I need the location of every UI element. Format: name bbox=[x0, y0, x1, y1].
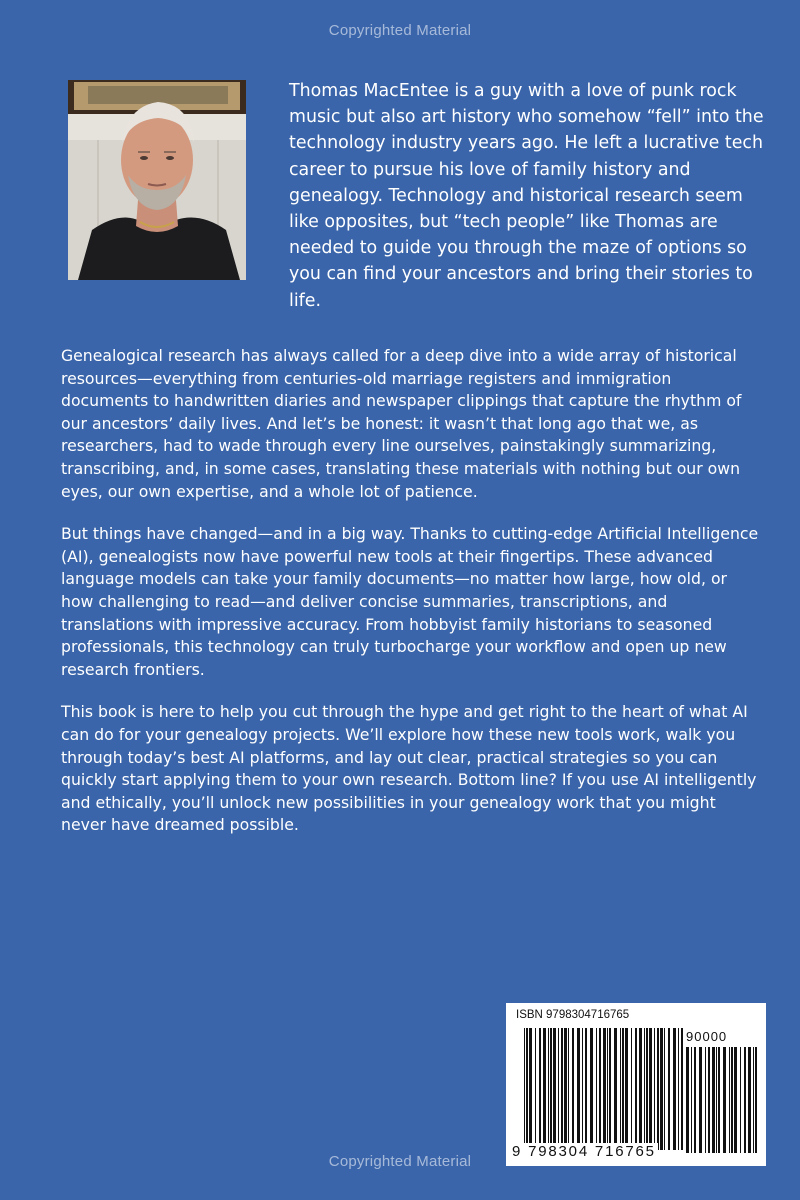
author-photo-image bbox=[68, 80, 246, 280]
isbn-barcode bbox=[506, 1003, 766, 1166]
description-paragraph: This book is here to help you cut through the hype and get right to the heart of what AI can do for your genealogy projects. We’ll explore how these new tools work, walk you through today’s best AI platforms, and lay out clear, practical strategies so you can quickly start applying them to your own research. Bottom line? If you use AI intelligently and ethically, you’ll unlock new possibilities in your genealogy work that you might never have dreamed possible. bbox=[61, 702, 757, 835]
barcode-bars bbox=[524, 1028, 684, 1150]
price-barcode-bars bbox=[686, 1047, 758, 1153]
description-paragraph: Genealogical research has always called for a deep dive into a wide array of historical resources—everything from centuries-old marriage registers and immigration documents to handwritten diaries and newspaper clippings that capture the rhythm of our ancestors’ daily lives. And let’s be honest: it wasn’t that long ago that we, as researchers, had to wade through every line ourselves, painstakingly summarizing, transcribing, and, in some cases, translating these materials with nothing but our own eyes, our own expertise, and a whole lot of patience. bbox=[61, 346, 742, 501]
price-code: 90000 bbox=[686, 1029, 728, 1044]
author-photo bbox=[68, 80, 246, 280]
watermark-bottom: Copyrighted Material bbox=[328, 1153, 472, 1170]
author-bio: Thomas MacEntee is a guy with a love of punk rock music but also art history who somehow “fell” into the technology industry years ago. He left a lucrative tech career to pursue his love of family history and genealogy. Technology and historical research seem like opposites, but “tech people” like Thomas are needed to guide you through the maze of options so you can find your ancestors and bring their stories to life. bbox=[289, 81, 764, 311]
book-description bbox=[61, 345, 761, 857]
description-paragraph: But things have changed—and in a big way. Thanks to cutting-edge Artificial Intelligence (AI), genealogists now have powerful new tools at their fingertips. These advanced language models can take your family documents—no matter how large, how old, or how challenging to read—and deliver concise summaries, transcriptions, and translations with impressive accuracy. From hobbyist family historians to seasoned professionals, this technology can truly turbocharge your workflow and open up new research frontiers. bbox=[61, 524, 759, 679]
isbn-digits: 9 798304 716765 bbox=[512, 1143, 656, 1160]
watermark-top: Copyrighted Material bbox=[328, 22, 472, 39]
isbn-label: ISBN 9798304716765 bbox=[516, 1009, 630, 1021]
